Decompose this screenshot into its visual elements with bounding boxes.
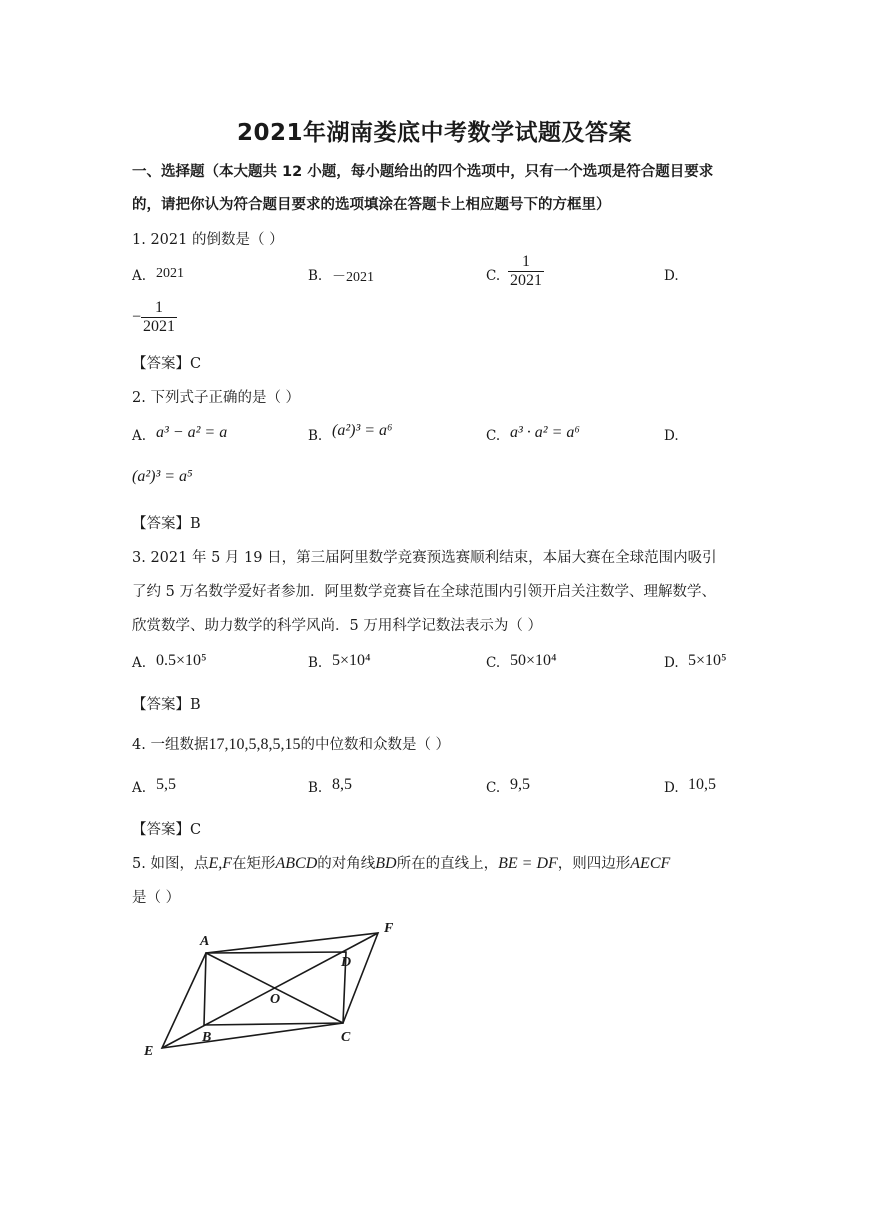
fraction: [508, 253, 544, 290]
q3-option-c-label: C.: [486, 655, 501, 671]
label-b: B: [202, 1030, 212, 1045]
q5-text-2: 在矩形: [232, 856, 276, 872]
numerator: 1: [155, 299, 164, 316]
q3-option-b: 5×10⁴: [332, 652, 371, 669]
q2-option-b-label: B.: [308, 428, 323, 444]
q4-stem-suffix: 的中位数和众数是（ ）: [300, 737, 451, 753]
q2-option-a: a³ − a² = a: [156, 424, 228, 441]
q2-answer: 【答案】B: [132, 516, 201, 532]
q3-answer: 【答案】B: [132, 697, 201, 713]
question-4-stem: [132, 733, 450, 754]
question-3-line1: 3. 2021 年 5 月 19 日，第三届阿里数学竞赛预选赛顺利结束，本届大赛在全球范围内吸引: [132, 550, 717, 566]
q5-text-5: ，则四边形: [557, 856, 631, 872]
q1-option-d-label: D.: [664, 268, 679, 284]
label-e: E: [144, 1044, 154, 1059]
question-5-line1: [132, 852, 670, 873]
q1-option-c-label: C.: [486, 268, 501, 284]
section-heading-line1: 一、选择题（本大题共 12 小题，每小题给出的四个选项中，只有一个选项是符合题目要求: [132, 164, 714, 180]
q2-option-a-label: A.: [132, 428, 147, 444]
q4-data-set: 17,10,5,8,5,15: [208, 736, 301, 753]
question-3-line2: 了约 5 万名数学爱好者参加．阿里数学竞赛旨在全球范围内引领开启关注数学、理解数学、: [132, 584, 716, 600]
q5-points-ef: E,F: [208, 855, 232, 872]
label-d: D: [341, 955, 352, 970]
denominator: 2021: [143, 318, 176, 335]
q1-option-c: [508, 253, 544, 290]
q2-option-c-label: C.: [486, 428, 501, 444]
fraction: [141, 299, 177, 336]
q3-option-d-label: D.: [664, 655, 679, 671]
q5-text-1: 5. 如图，点: [132, 856, 209, 872]
q5-diagonal-bd: BD: [375, 855, 397, 872]
section-heading-line2: 的，请把你认为符合题目要求的选项填涂在答题卡上相应题号下的方框里）: [132, 197, 611, 213]
q4-option-b-label: B.: [308, 780, 323, 796]
q3-option-a-label: A.: [132, 655, 147, 671]
q3-option-b-label: B.: [308, 655, 323, 671]
page-title: 2021年湖南娄底中考数学试题及答案: [236, 120, 632, 146]
q1-option-d: [132, 299, 177, 336]
label-f: F: [384, 921, 394, 936]
q4-stem-prefix: 4. 一组数据: [132, 737, 209, 753]
q2-option-c: a³ · a² = a⁶: [510, 424, 580, 441]
q1-option-a-label: A.: [132, 268, 147, 284]
q2-option-d-label: D.: [664, 428, 679, 444]
q1-option-b-label: B.: [308, 268, 323, 284]
q3-option-c: 50×10⁴: [510, 652, 557, 669]
question-3-line3: 欣赏数学、助力数学的科学风尚．5 万用科学记数法表示为（ ）: [132, 618, 542, 634]
q5-text-3: 的对角线: [317, 856, 376, 872]
denominator: 2021: [510, 272, 542, 289]
q1-option-a: 2021: [156, 266, 184, 281]
q4-option-b: 8,5: [332, 776, 352, 793]
q4-option-d: 10,5: [688, 776, 716, 793]
q2-option-d: (a²)³ = a⁵: [132, 468, 193, 485]
numerator: 1: [522, 253, 530, 270]
q5-quad-aecf: AECF: [630, 855, 671, 872]
q3-option-d: 5×10⁵: [688, 652, 727, 669]
q3-option-a: 0.5×10⁵: [156, 652, 207, 669]
q4-answer: 【答案】C: [132, 822, 202, 838]
label-o: O: [270, 992, 281, 1007]
label-c: C: [341, 1030, 351, 1045]
q4-option-a: 5,5: [156, 776, 176, 793]
minus-sign: −: [132, 308, 142, 326]
question-1-stem: 1. 2021 的倒数是（ ）: [132, 232, 284, 248]
question-2-stem: 2. 下列式子正确的是（ ）: [132, 390, 301, 406]
q5-text-4: 所在的直线上，: [396, 856, 499, 872]
q5-rect-abcd: ABCD: [275, 855, 318, 872]
q5-be-eq-df: BE = DF: [498, 855, 558, 872]
q2-option-b: (a²)³ = a⁶: [332, 422, 393, 439]
q1-answer: 【答案】C: [132, 356, 202, 372]
q1-option-b: －2021: [332, 270, 374, 285]
q4-option-a-label: A.: [132, 780, 147, 796]
label-a: A: [200, 934, 210, 949]
q4-option-d-label: D.: [664, 780, 679, 796]
geometry-figure: [130, 915, 410, 1065]
question-5-line2: 是（ ）: [132, 890, 181, 906]
q4-option-c: 9,5: [510, 776, 530, 793]
q4-option-c-label: C.: [486, 780, 501, 796]
